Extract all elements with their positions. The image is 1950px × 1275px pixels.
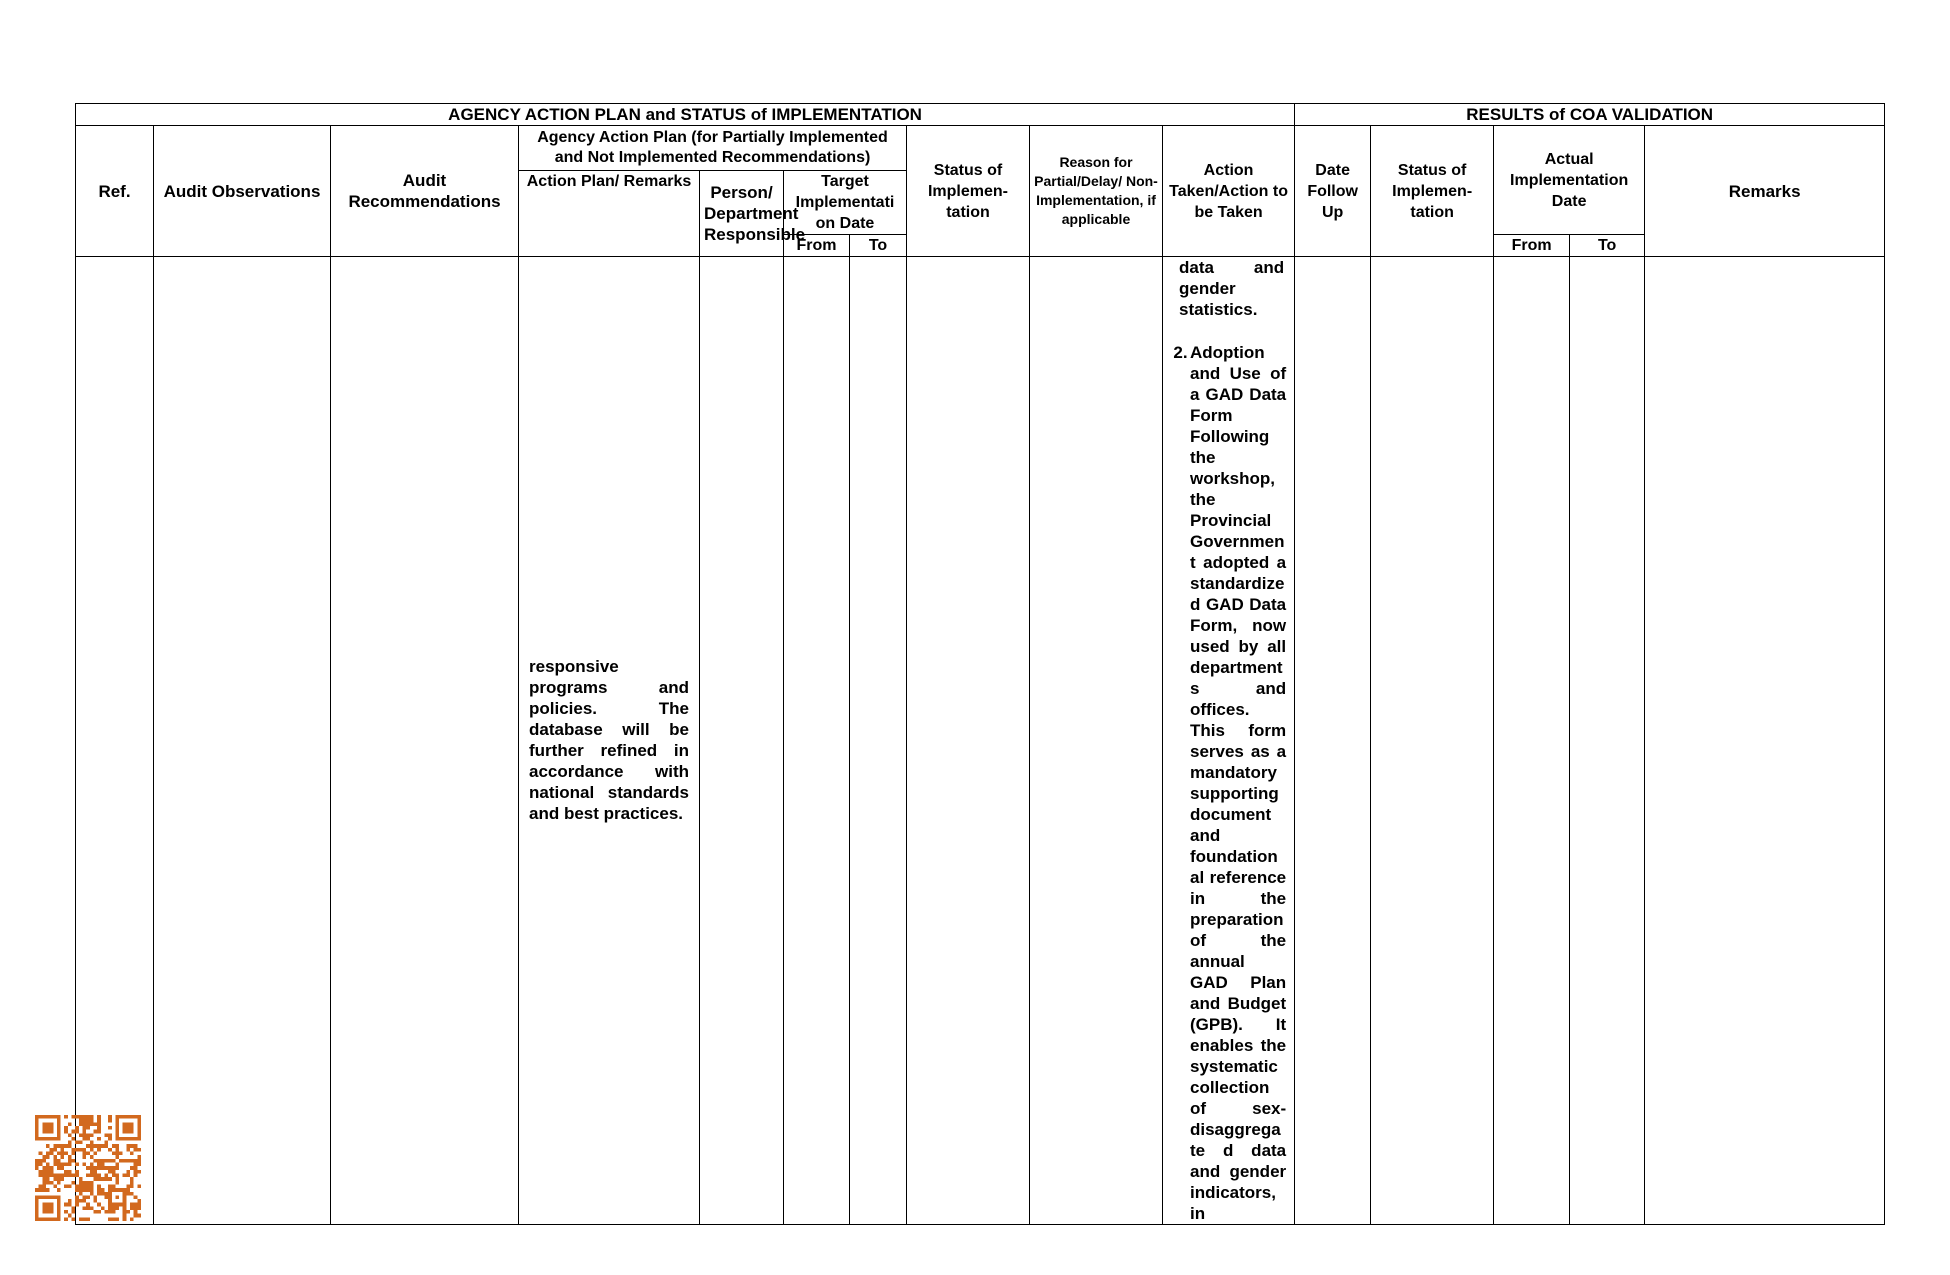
action-taken-item (1171, 342, 1286, 1224)
action-taken-header: Action Taken/Action to be Taken (1163, 126, 1295, 257)
target-from-cell (784, 257, 850, 1225)
coa-validation-section-header: RESULTS of COA VALIDATION (1295, 104, 1885, 126)
action-taken-item-number: 2. (1173, 342, 1188, 362)
audit-recommendations-cell (331, 257, 519, 1225)
ref-column-header: Ref. (76, 126, 154, 257)
action-taken-item-text: Adoption and Use of a GAD Data Form Following the workshop, the Provincial Government adopted a standardized GAD Data Form, now used by all departments and offices. This form serves as a mandatory supporting document and foundational reference in the preparation of the annual GAD Plan and Budget (GPB). It enables the systematic collection of sex-disaggregate d data and gender indicators, in (1190, 342, 1287, 1223)
action-plan-text: responsive programs and policies. The database will be further refined in accordance with national standards and best practices. (529, 657, 689, 824)
reason-for-delay-header: Reason for Partial/Delay/ Non-Implementation, if applicable (1030, 126, 1163, 257)
person-responsible-header: Person/ Department Responsible (700, 171, 784, 257)
agency-section-header: AGENCY ACTION PLAN and STATUS of IMPLEMENTATION (76, 104, 1295, 126)
date-follow-up-cell (1295, 257, 1371, 1225)
target-to-cell (850, 257, 907, 1225)
action-taken-cell (1163, 257, 1295, 1225)
audit-recommendations-column-header: Audit Recommendations (331, 126, 519, 257)
action-taken-continuation: data and gender statistics. (1179, 258, 1285, 319)
coa-status-cell (1371, 257, 1494, 1225)
target-from-header: From (784, 235, 850, 257)
person-responsible-cell (700, 257, 784, 1225)
agency-action-plan-header: Agency Action Plan (for Partially Implemented and Not Implemented Recommendations) (519, 126, 907, 171)
coa-status-of-implementation-header: Status of Implemen-tation (1371, 126, 1494, 257)
remarks-cell (1645, 257, 1885, 1225)
status-of-implementation-cell (907, 257, 1030, 1225)
reason-cell (1030, 257, 1163, 1225)
status-of-implementation-header: Status of Implemen-tation (907, 126, 1030, 257)
actual-from-cell (1494, 257, 1570, 1225)
date-follow-up-header: Date Follow Up (1295, 126, 1371, 257)
actual-to-header: To (1570, 235, 1645, 257)
audit-action-plan-table (75, 103, 1885, 1225)
actual-from-header: From (1494, 235, 1570, 257)
action-plan-remarks-header: Action Plan/ Remarks (519, 171, 700, 257)
qr-code-icon (35, 1115, 141, 1221)
actual-to-cell (1570, 257, 1645, 1225)
remarks-column-header: Remarks (1645, 126, 1885, 257)
ref-cell (76, 257, 154, 1225)
audit-observations-column-header: Audit Observations (154, 126, 331, 257)
target-implementation-date-header: Target Implementati on Date (784, 171, 907, 235)
target-to-header: To (850, 235, 907, 257)
audit-observations-cell (154, 257, 331, 1225)
action-plan-remarks-cell (519, 257, 700, 1225)
actual-implementation-date-header: Actual Implementation Date (1494, 126, 1645, 235)
